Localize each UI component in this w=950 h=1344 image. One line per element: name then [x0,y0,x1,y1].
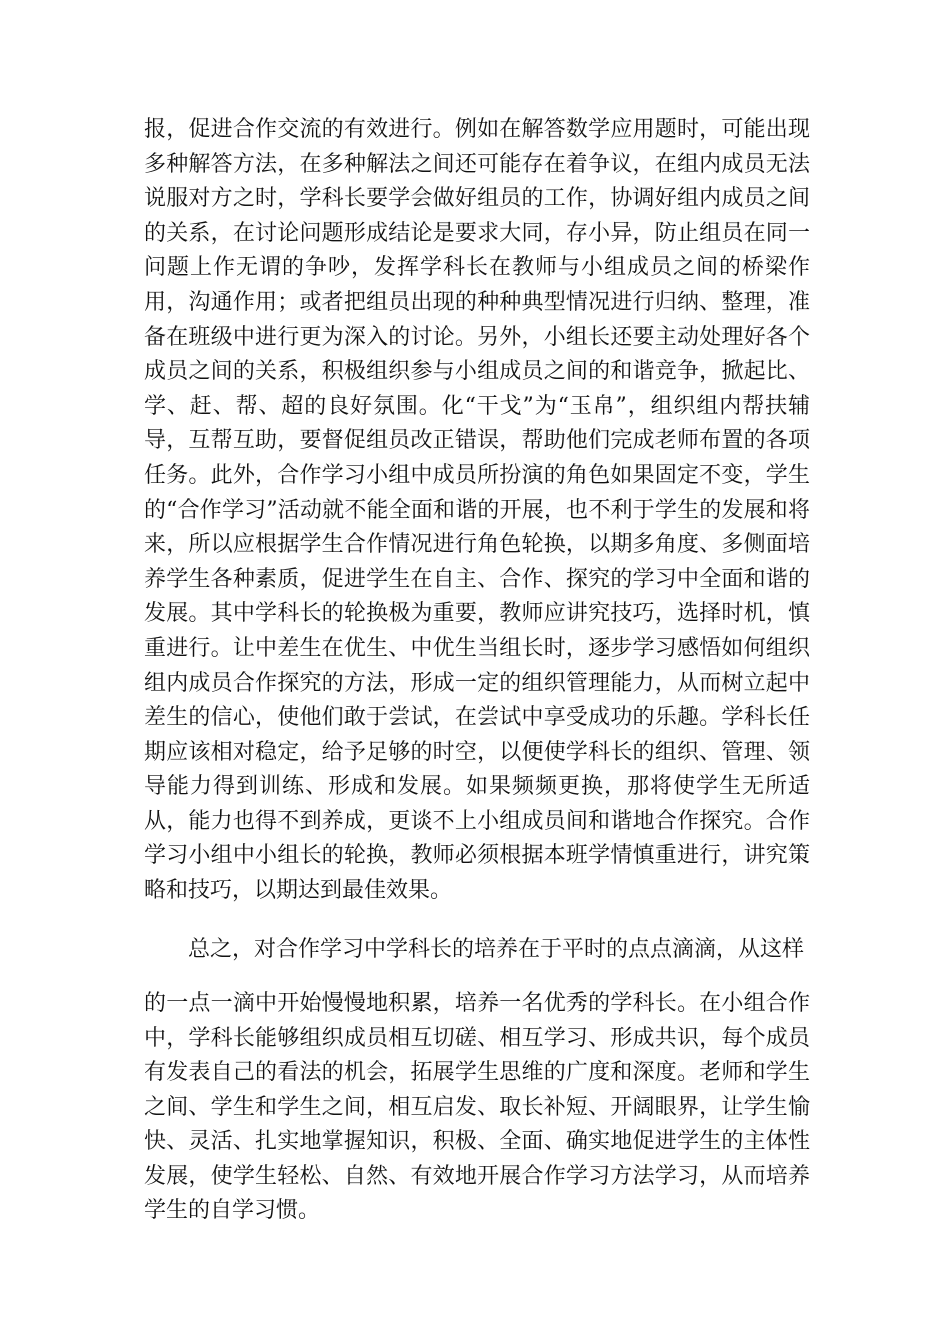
body-paragraph: 报，促进合作交流的有效进行。例如在解答数学应用题时，可能出现多种解答方法，在多种解法之间还可能存在着争议，在组内成员无法说服对方之时，学科长要学会做好组员的工作，协调好组内成员之间的关系，在讨论问题形成结论是要求大同，存小异，防止组员在同一问题上作无谓的争吵，发挥学科长在教师与小组成员之间的桥梁作用，沟通作用；或者把组员出现的种种典型情况进行归纳、整理，准备在班级中进行更为深入的讨论。另外，小组长还要主动处理好各个成员之间的关系，积极组织参与小组成员之间的和谐竞争，掀起比、学、赶、帮、超的良好氛围。化“干戈”为“玉帛”，组织组内帮扶辅导，互帮互助，要督促组员改正错误，帮助他们完成老师布置的各项任务。此外，合作学习小组中成员所扮演的角色如果固定不变，学生的“合作学习”活动就不能全面和谐的开展，也不利于学生的发展和将来，所以应根据学生合作情况进行角色轮换，以期多角度、多侧面培养学生各种素质，促进学生在自主、合作、探究的学习中全面和谐的发展。其中学科长的轮换极为重要，教师应讲究技巧，选择时机，慎重进行。让中差生在优生、中优生当组长时，逐步学习感悟如何组织组内成员合作探究的方法，形成一定的组织管理能力，从而树立起中差生的信心，使他们敢于尝试，在尝试中享受成功的乐趣。学科长任期应该相对稳定，给予足够的时空，以便使学科长的组织、管理、领导能力得到训练、形成和发展。如果频频更换，那将使学生无所适从，能力也得不到养成，更谈不上小组成员间和谐地合作探究。合作学习小组中小组长的轮换，教师必须根据本班学情慎重进行，讲究策略和技巧，以期达到最佳效果。 [144,117,810,904]
body-paragraph-continuation: 的一点一滴中开始慢慢地积累，培养一名优秀的学科长。在小组合作中，学科长能够组织成员相互切磋、相互学习、形成共识，每个成员有发表自己的看法的机会，拓展学生思维的广度和深度。老师和学生之间、学生和学生之间，相互启发、取长补短、开阔眼界，让学生愉快、灵活、扎实地掌握知识，积极、全面、确实地促进学生的主体性发展，使学生轻松、自然、有效地开展合作学习方法学习，从而培养学生的自学习惯。 [144,991,810,1223]
body-paragraph-first-line: 总之，对合作学习中学科长的培养在于平时的点点滴滴，从这样 [188,937,805,962]
